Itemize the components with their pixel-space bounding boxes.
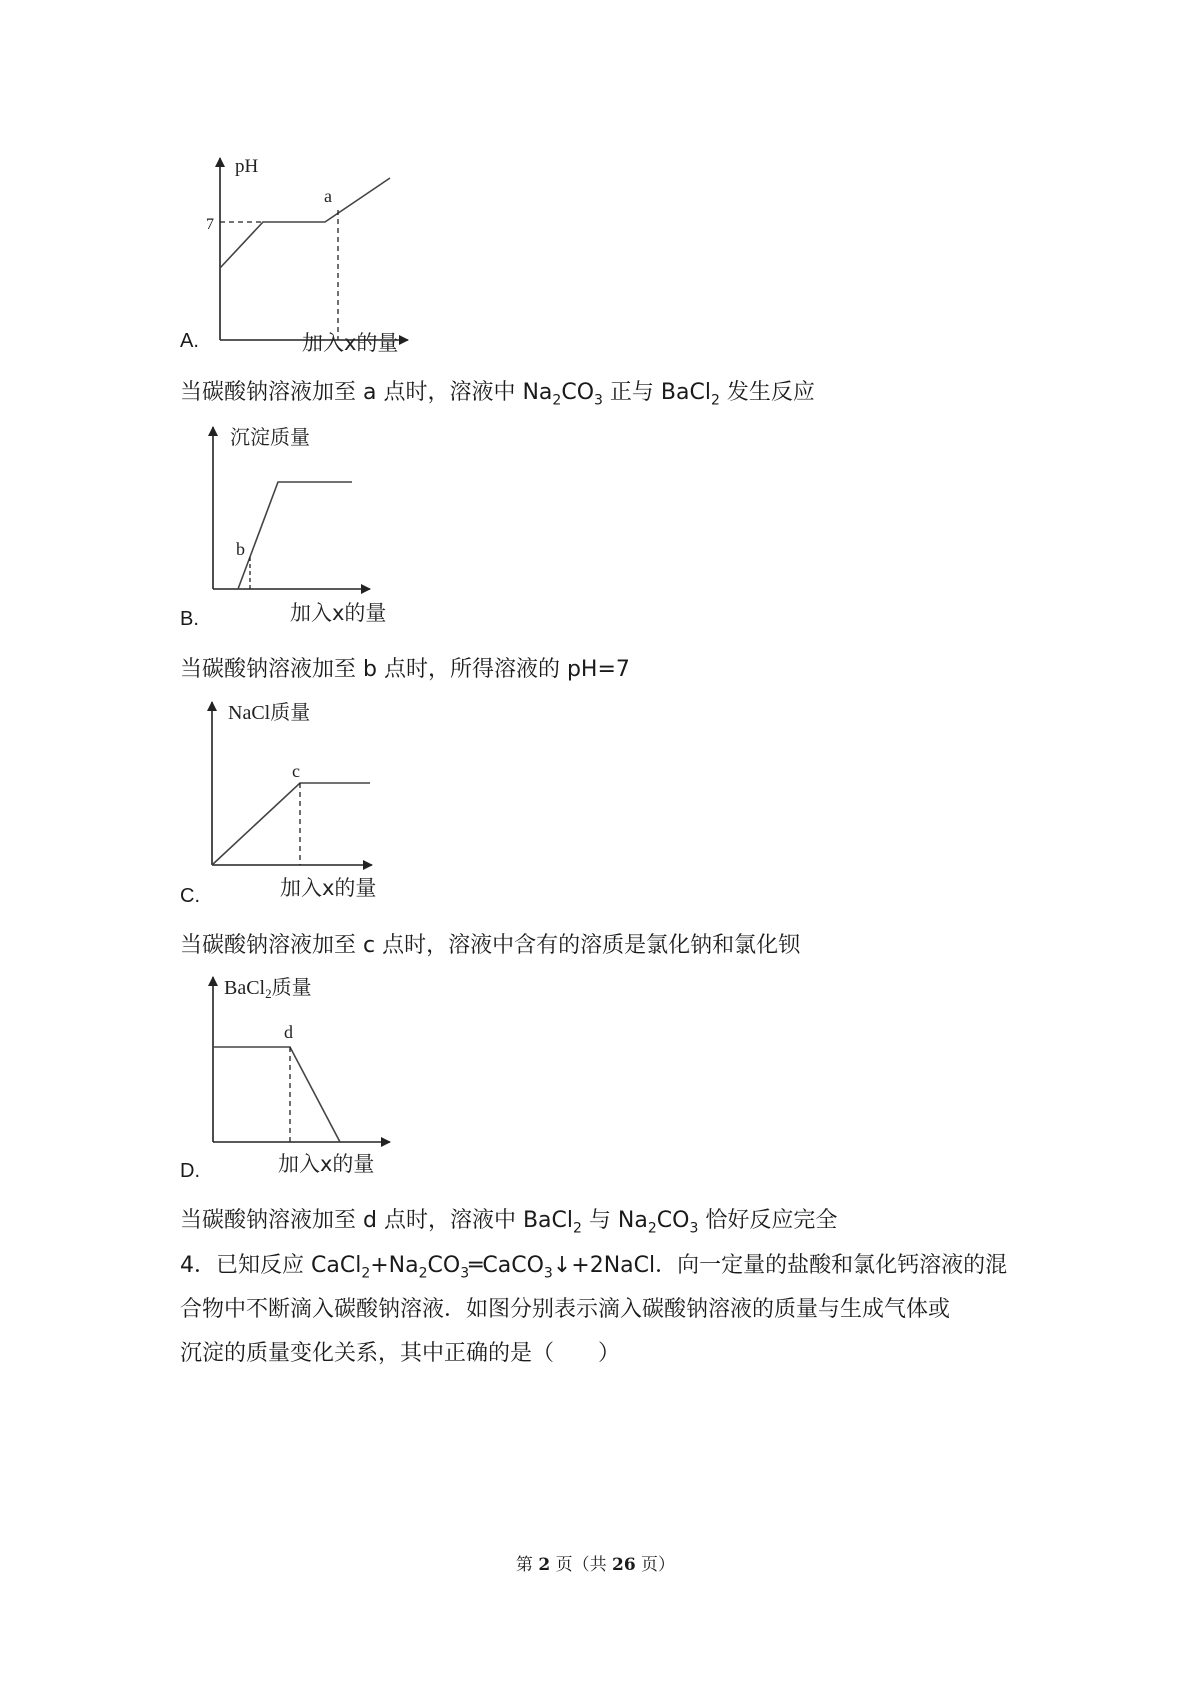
page-number: 2 — [538, 1555, 551, 1575]
option-c-statement: 当碳酸钠溶液加至 c 点时，溶液中含有的溶质是氯化钠和氯化钡 — [180, 933, 801, 958]
text: 与 Na — [581, 1208, 648, 1233]
y-axis-label: 沉淀质量 — [230, 425, 310, 449]
option-d-letter: D. — [180, 1160, 200, 1182]
option-a-letter: A. — [180, 330, 199, 352]
subscript: 3 — [689, 1220, 699, 1237]
option-c-letter: C. — [180, 885, 200, 907]
subscript: 3 — [543, 1265, 553, 1282]
question-4-line-1 — [180, 1248, 1007, 1281]
text: 恰好反应完全 — [698, 1208, 838, 1233]
point-label-a: a — [324, 186, 332, 206]
page-total: 26 — [611, 1555, 636, 1575]
graph-b — [200, 422, 430, 632]
text: +Na — [370, 1253, 419, 1278]
option-d-statement — [180, 1203, 837, 1236]
text: 正与 BaCl — [602, 380, 711, 405]
text: 4．已知反应 CaCl — [180, 1253, 362, 1278]
subscript: 2 — [552, 392, 562, 409]
text: 质量 — [271, 975, 312, 999]
question-4-line-2: 合物中不断滴入碳酸钠溶液．如图分别表示滴入碳酸钠溶液的质量与生成气体或 — [180, 1297, 951, 1322]
graph-c — [200, 697, 430, 907]
subscript: 2 — [418, 1265, 428, 1282]
point-label-c: c — [292, 761, 300, 781]
text: CO — [656, 1208, 690, 1233]
x-axis-label: 加入x的量 — [278, 1152, 375, 1176]
tick-label-7: 7 — [206, 216, 214, 233]
option-b-statement: 当碳酸钠溶液加至 b 点时，所得溶液的 pH=7 — [180, 657, 630, 682]
option-b-letter: B. — [180, 608, 199, 630]
text: 页） — [635, 1555, 676, 1575]
y-axis-label — [224, 975, 312, 1001]
x-axis-label: 加入x的量 — [302, 331, 399, 355]
ph-curve — [220, 178, 390, 268]
subscript: 3 — [594, 392, 603, 409]
y-axis-label: pH — [235, 156, 259, 177]
graph-d — [200, 972, 430, 1182]
text: CO — [561, 380, 595, 405]
nacl-curve — [212, 783, 370, 865]
text: ↓+2NaCl．向一定量的盐酸和氯化钙溶液的混 — [552, 1253, 1008, 1278]
y-axis-label: NaCl质量 — [228, 702, 311, 724]
subscript: 2 — [710, 392, 720, 409]
precipitate-curve — [238, 482, 352, 589]
option-a-statement — [180, 375, 815, 408]
bacl2-curve — [213, 1047, 340, 1142]
page-footer — [0, 1550, 1191, 1575]
graph-a — [200, 150, 430, 365]
x-axis-label: 加入x的量 — [280, 876, 377, 900]
text: 发生反应 — [719, 380, 815, 405]
subscript: 2 — [361, 1265, 371, 1282]
subscript: 2 — [265, 986, 272, 1001]
point-label-d: d — [284, 1022, 293, 1042]
text: 页（共 — [550, 1555, 612, 1575]
text: 当碳酸钠溶液加至 d 点时，溶液中 BaCl — [180, 1208, 573, 1233]
text: CO — [427, 1253, 461, 1278]
subscript: 2 — [573, 1220, 582, 1237]
x-axis-label: 加入x的量 — [290, 601, 387, 625]
subscript: 3 — [460, 1265, 470, 1282]
subscript: 2 — [647, 1220, 657, 1237]
text: ═CaCO — [469, 1253, 544, 1278]
point-label-b: b — [236, 539, 245, 559]
text: 第 — [515, 1555, 539, 1575]
text: 当碳酸钠溶液加至 a 点时，溶液中 Na — [180, 380, 553, 405]
text: BaCl — [224, 977, 266, 999]
question-4-line-3: 沉淀的质量变化关系，其中正确的是（ ） — [180, 1341, 621, 1366]
